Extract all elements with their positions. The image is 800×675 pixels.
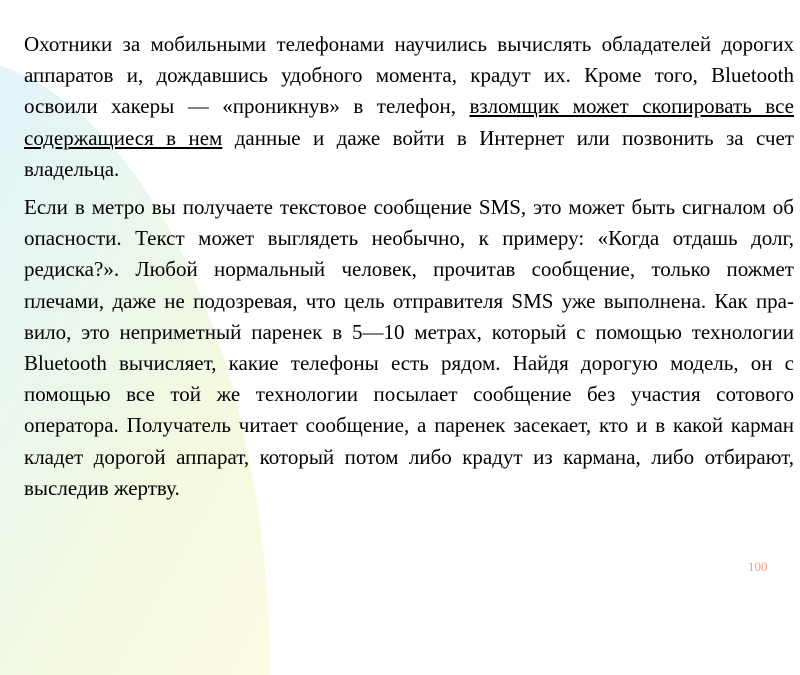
underlined-phrase: взломщик может скопировать все содержащиеся в нем: [24, 94, 794, 150]
paragraph-1-text-end: данные и даже войти в Интернет или позвонить за счет владельца.: [24, 125, 794, 181]
paragraph-1-text-start: Охотники за мобильными телефонами научились вычислять обладателей дорогих аппаратов и, дождавшись удобного момента, крадут их. Кроме того, Bluetooth освоили хакеры — «проникнув» в телефон,: [24, 32, 794, 119]
paragraph-sms-metro: Если в метро вы получаете текстовое сообщение SMS, это может быть сигналом об опасности. Текст может выглядеть необычно, к примеру: «Когда отдашь долг, редиска?». Любой нормальный человек, прочитав сообщение, только пожмет плечами, даже не подозревая, что цель отправителя SMS уже выполнена. Как пра-вило, это неприметный паренек в 5—10 метрах, который с помощью технологии Bluetooth вычисляет, какие телефоны есть рядом. Найдя дорогую модель, он с помощью все той же технологии посылает сообщение без участия сотового оператора. Получатель читает сообщение, а паренек засекает, кто и в какой карман кладет дорогой аппарат, который потом либо крадут из кармана, либо отбирают, выследив жертву.: [24, 195, 794, 500]
page-number: 100: [748, 559, 768, 574]
slide-content: [24, 29, 794, 504]
paragraph-bluetooth-hackers: [24, 29, 794, 185]
